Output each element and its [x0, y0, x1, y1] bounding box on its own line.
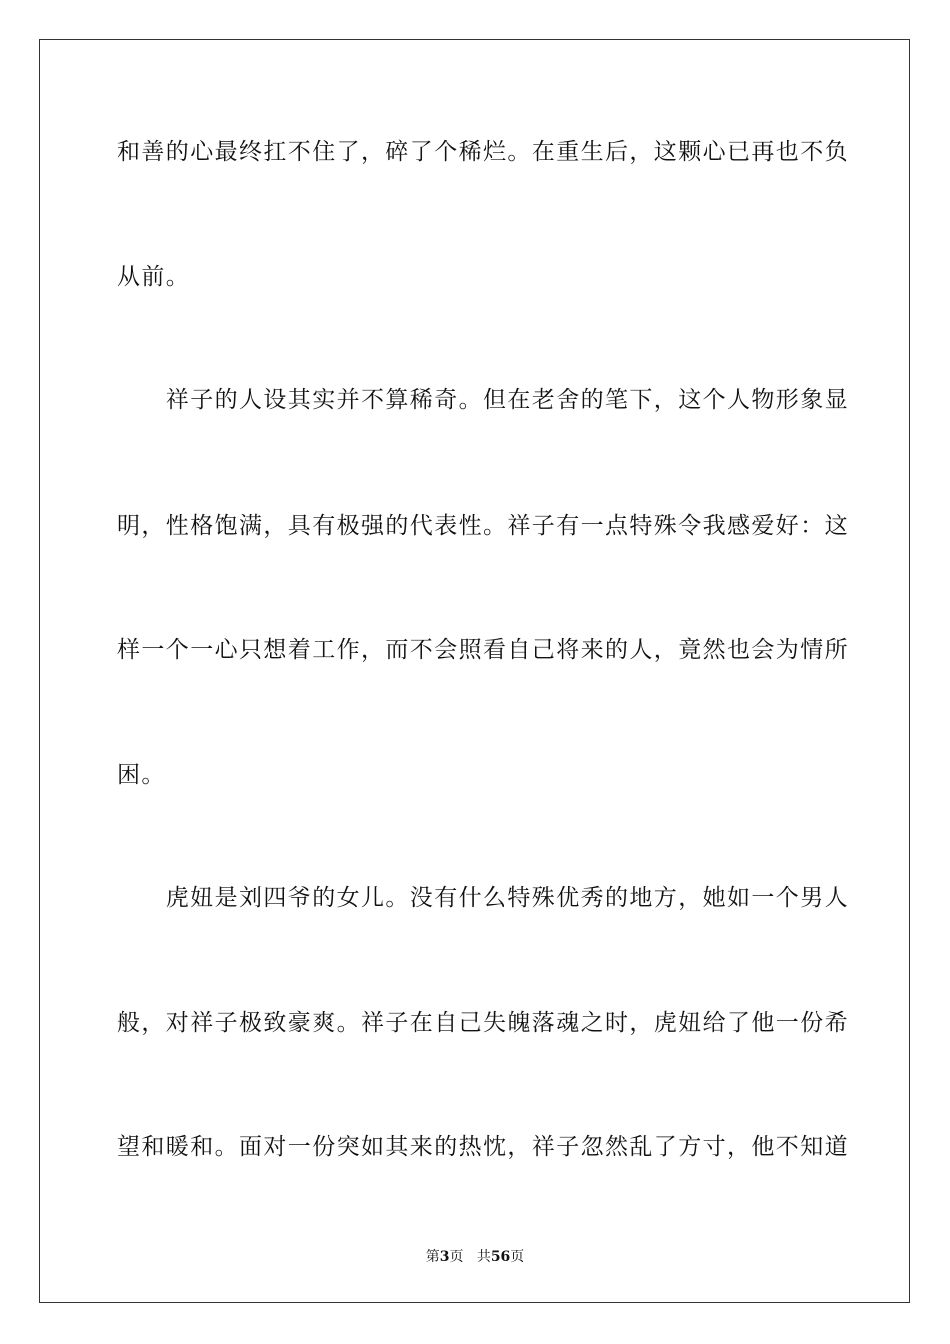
text-line-5: 样一个一心只想着工作，而不会照看自己将来的人，竟然也会为情所: [117, 637, 849, 663]
page-footer: [0, 1248, 950, 1266]
page-border: [39, 39, 910, 1303]
text-line-2: 从前。: [117, 264, 191, 290]
total-pages: 56: [490, 1249, 511, 1265]
page-number: 3: [439, 1249, 450, 1265]
total-suffix: 页: [510, 1249, 525, 1265]
total-prefix: 共: [476, 1249, 491, 1265]
text-line-9: 望和暖和。面对一份突如其来的热忱，祥子忽然乱了方寸，他不知道: [117, 1134, 849, 1160]
text-line-1: 和善的心最终扛不住了，碎了个稀烂。在重生后，这颗心已再也不负: [117, 139, 849, 165]
text-line-6: 困。: [117, 762, 166, 788]
page-prefix: 第: [425, 1249, 440, 1265]
text-line-3: 祥子的人设其实并不算稀奇。但在老舍的笔下，这个人物形象显: [117, 387, 849, 413]
page-suffix: 页: [449, 1249, 464, 1265]
text-line-7: 虎妞是刘四爷的女儿。没有什么特殊优秀的地方，她如一个男人: [117, 885, 849, 911]
text-line-4: 明，性格饱满，具有极强的代表性。祥子有一点特殊令我感爱好：这: [117, 513, 849, 539]
text-line-8: 般，对祥子极致豪爽。祥子在自己失魄落魂之时，虎妞给了他一份希: [117, 1010, 849, 1036]
